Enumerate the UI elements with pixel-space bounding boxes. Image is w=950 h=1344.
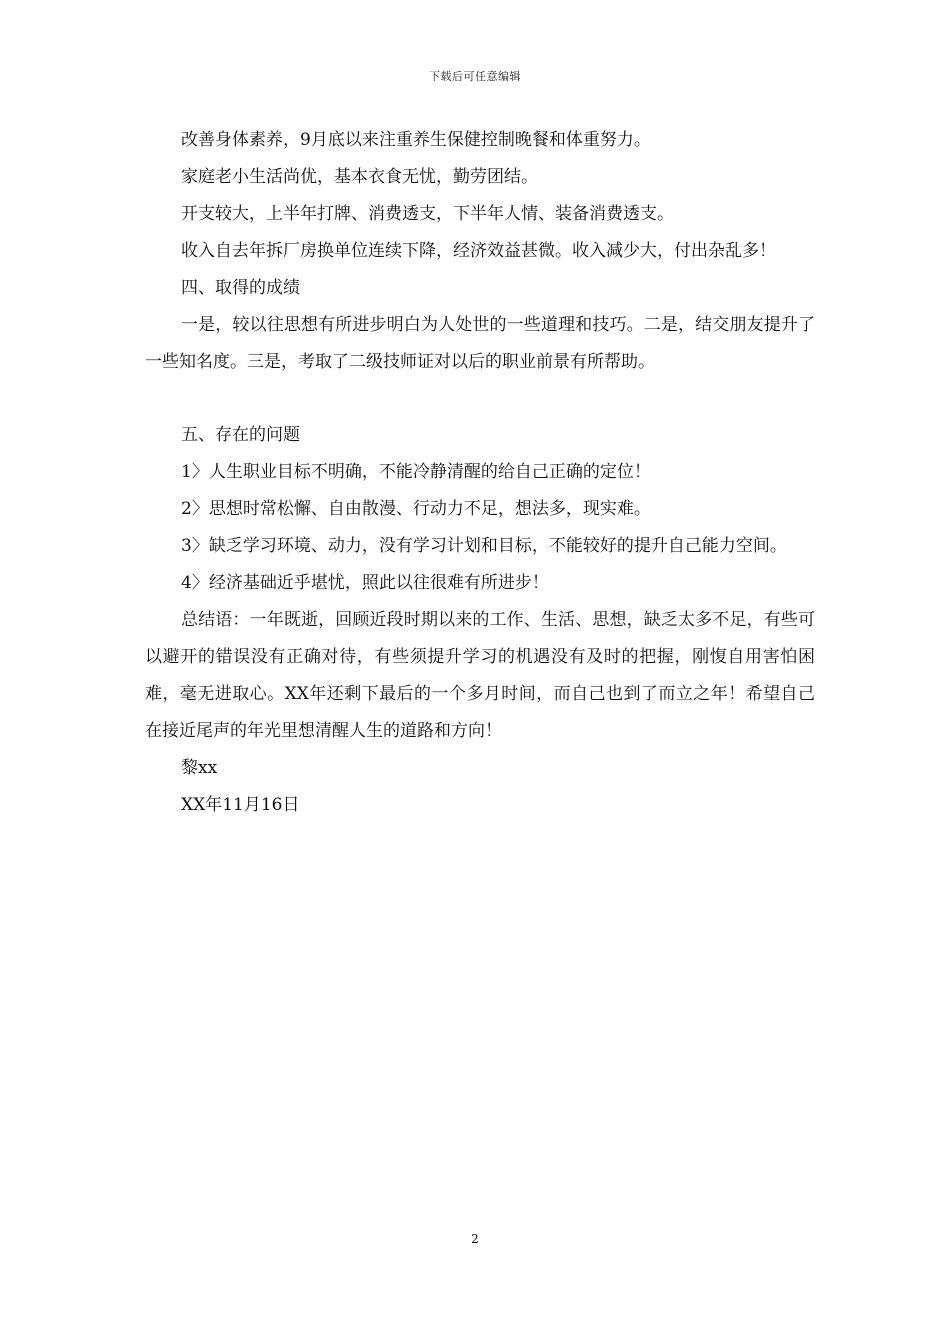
paragraph-physical: 改善身体素养，9月底以来注重养生保健控制晚餐和体重努力。 xyxy=(181,130,651,150)
section-heading-problems: 五、存在的问题 xyxy=(181,425,300,445)
paragraph-expenses: 开支较大，上半年打牌、消费透支，下半年人情、装备消费透支。 xyxy=(181,204,674,224)
paragraph-family: 家庭老小生活尚优，基本衣食无忧，勤劳团结。 xyxy=(181,167,538,187)
author-signature: 黎xx xyxy=(181,758,218,778)
section-heading-achievements: 四、取得的成绩 xyxy=(181,278,300,298)
problem-item-3: 3〉缺乏学习环境、动力，没有学习计划和目标，不能较好的提升自己能力空间。 xyxy=(181,536,787,556)
paragraph-income: 收入自去年拆厂房换单位连续下降，经济效益甚微。收入减少大，付出杂乱多！ xyxy=(181,241,776,261)
problem-item-4: 4〉经济基础近乎堪忧，照此以往很难有所进步！ xyxy=(181,573,549,593)
paragraph-achievements: 一是，较以往思想有所进步明白为人处世的一些道理和技巧。二是，结交朋友提升了一些知名度。三是，考取了二级技师证对以后的职业前景有所帮助。 xyxy=(145,315,815,372)
page-number: 2 xyxy=(471,1232,479,1246)
document-body xyxy=(145,122,815,824)
page-header: 下载后可任意编辑 xyxy=(429,70,521,83)
problem-item-2: 2〉思想时常松懈、自由散漫、行动力不足，想法多，现实难。 xyxy=(181,499,651,519)
problem-item-1: 1〉人生职业目标不明确，不能冷静清醒的给自己正确的定位！ xyxy=(181,462,651,482)
document-date: XX年11月16日 xyxy=(181,795,300,815)
paragraph-summary: 总结语：一年既逝，回顾近段时期以来的工作、生活、思想，缺乏太多不足，有些可以避开的错误没有正确对待，有些须提升学习的机遇没有及时的把握，刚愎自用害怕困难，毫无进取心。XX年还剩下最后的一个多月时间，而自己也到了而立之年！希望自己在接近尾声的年光里想清醒人生的道路和方向！ xyxy=(145,610,815,741)
